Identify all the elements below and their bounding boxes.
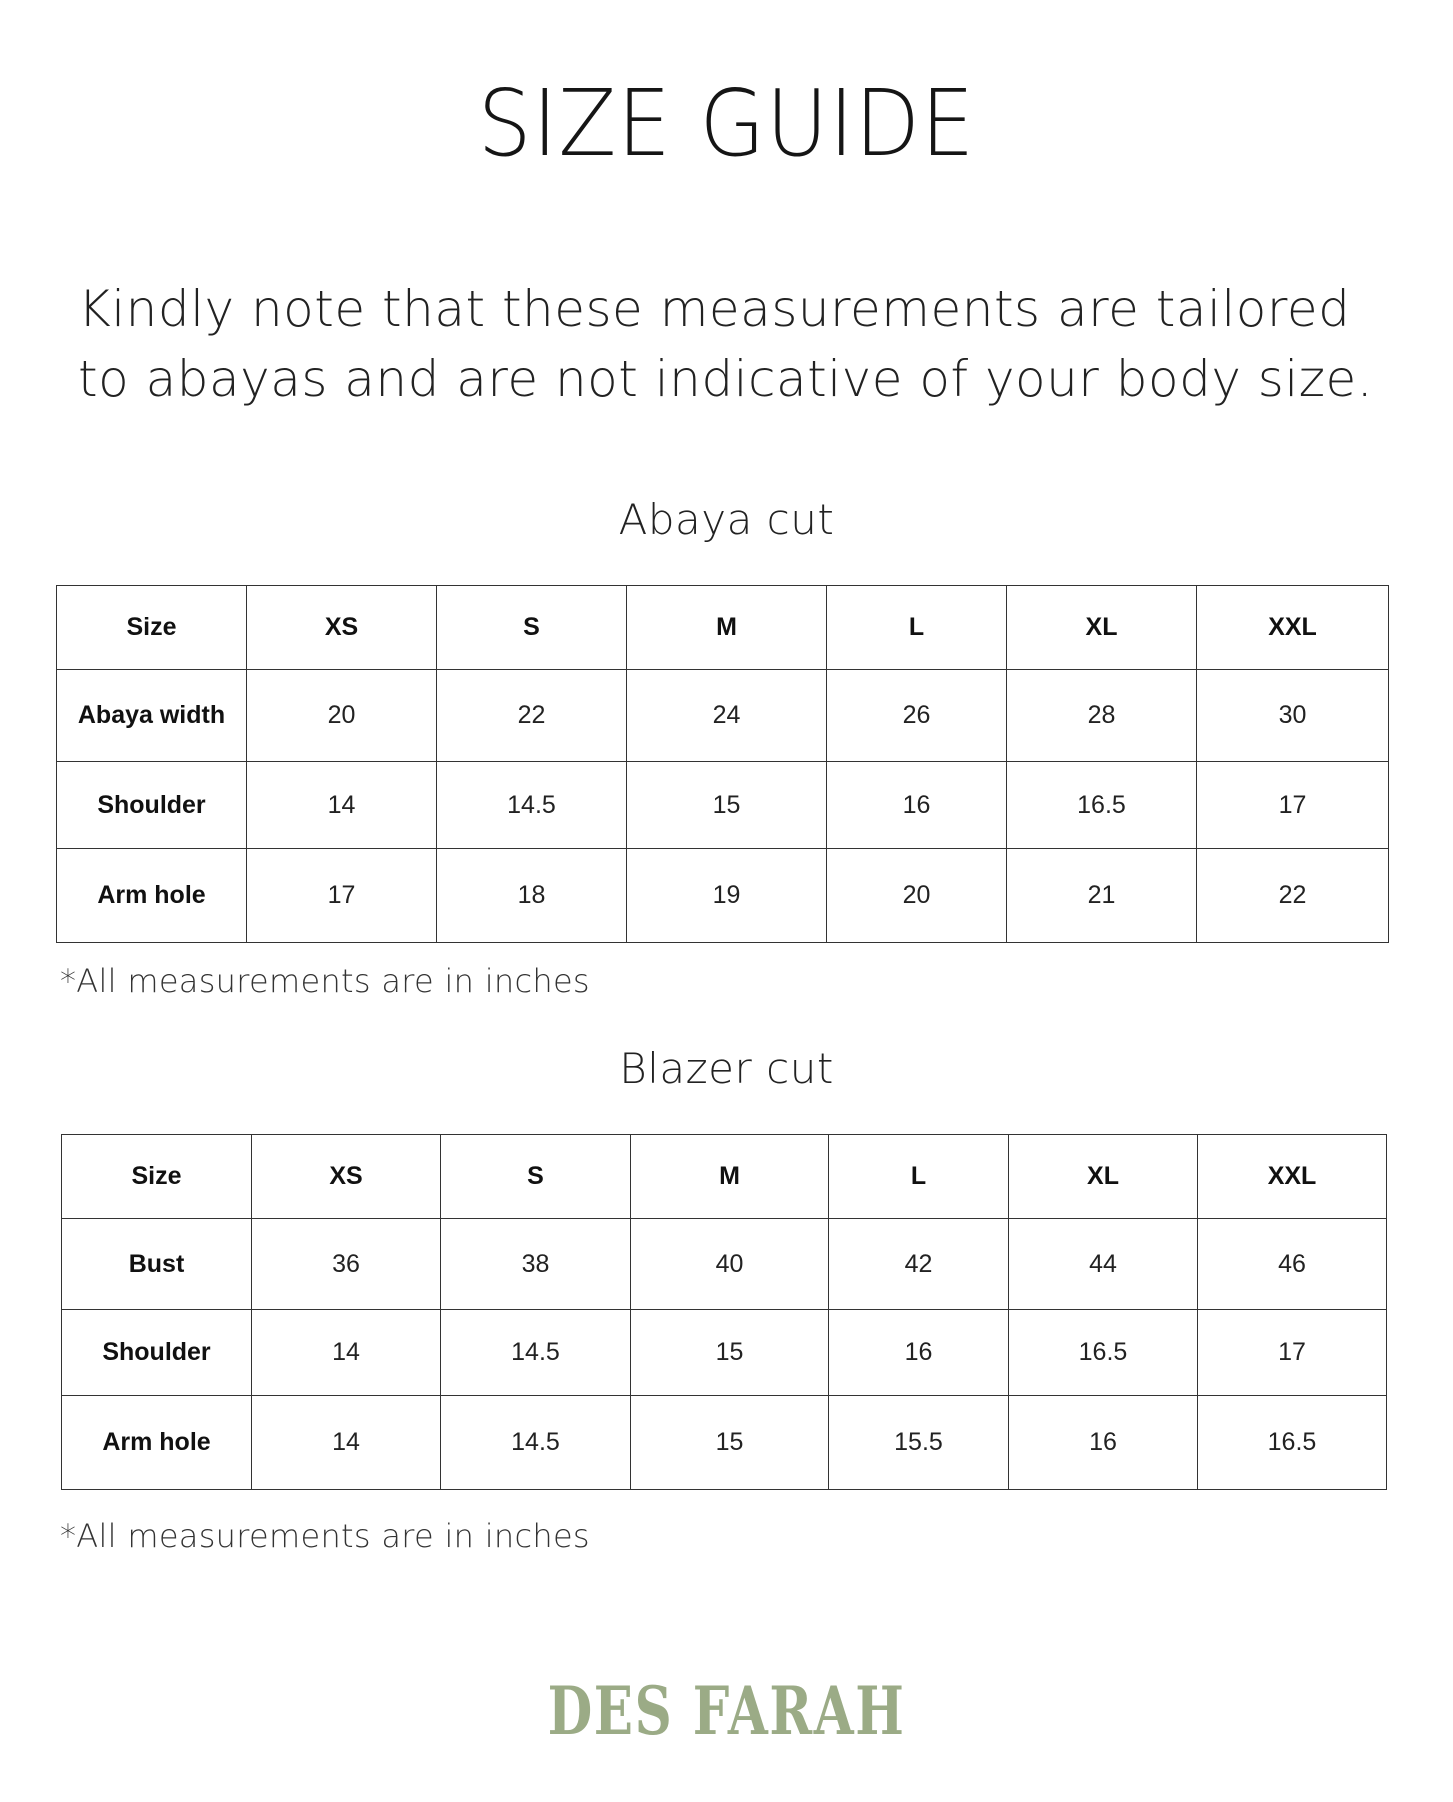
table-row [57,762,1389,849]
row-label: Arm hole [62,1396,252,1490]
table-header-row [57,586,1389,670]
blazer-size-table [61,1134,1387,1490]
table-row [62,1310,1387,1396]
table-cell: 15 [631,1396,829,1490]
header-cell: XL [1009,1135,1198,1219]
table-cell: 16.5 [1007,762,1197,849]
row-label: Shoulder [62,1310,252,1396]
table-cell: 16.5 [1009,1310,1198,1396]
page-title: SIZE GUIDE [477,70,976,177]
table-cell: 42 [829,1219,1009,1310]
header-cell: XS [247,586,437,670]
table-cell: 46 [1198,1219,1387,1310]
row-label: Abaya width [57,670,247,762]
abaya-size-table [56,585,1389,943]
table-cell: 14 [247,762,437,849]
table-cell: 36 [252,1219,441,1310]
table-cell: 15 [627,762,827,849]
table-cell: 44 [1009,1219,1198,1310]
table-cell: 20 [827,849,1007,943]
table-cell: 15.5 [829,1396,1009,1490]
header-cell: L [827,586,1007,670]
disclaimer-line-2: to abayas and are not indicative of your body size. [78,350,1374,408]
table-row [57,670,1389,762]
blazer-cut-heading: Blazer cut [619,1044,834,1093]
table-cell: 14 [252,1310,441,1396]
table-cell: 18 [437,849,627,943]
row-label: Bust [62,1219,252,1310]
table-cell: 26 [827,670,1007,762]
table-row [62,1396,1387,1490]
table-cell: 20 [247,670,437,762]
header-cell: S [441,1135,631,1219]
table-header-row [62,1135,1387,1219]
header-cell: M [631,1135,829,1219]
table-cell: 14 [252,1396,441,1490]
table-cell: 30 [1197,670,1389,762]
row-label: Shoulder [57,762,247,849]
header-cell: S [437,586,627,670]
table-cell: 40 [631,1219,829,1310]
table-cell: 22 [1197,849,1389,943]
table-cell: 17 [247,849,437,943]
table-cell: 17 [1197,762,1389,849]
row-label: Arm hole [57,849,247,943]
header-cell: XXL [1197,586,1389,670]
table-cell: 14.5 [441,1396,631,1490]
header-cell: XS [252,1135,441,1219]
abaya-footnote: *All measurements are in inches [60,962,590,1000]
table-cell: 16 [829,1310,1009,1396]
disclaimer-note [78,274,1398,414]
table-cell: 16.5 [1198,1396,1387,1490]
disclaimer-line-1: Kindly note that these measurements are tailored [78,280,1351,338]
table-cell: 38 [441,1219,631,1310]
header-cell: L [829,1135,1009,1219]
abaya-cut-heading: Abaya cut [618,495,835,544]
table-cell: 15 [631,1310,829,1396]
table-cell: 16 [1009,1396,1198,1490]
header-cell: Size [62,1135,252,1219]
table-row [62,1219,1387,1310]
header-cell: Size [57,586,247,670]
table-cell: 14.5 [441,1310,631,1396]
brand-logo: DES FARAH [547,1672,906,1750]
header-cell: XXL [1198,1135,1387,1219]
table-cell: 21 [1007,849,1197,943]
table-cell: 28 [1007,670,1197,762]
table-cell: 24 [627,670,827,762]
table-cell: 22 [437,670,627,762]
table-cell: 17 [1198,1310,1387,1396]
header-cell: XL [1007,586,1197,670]
table-cell: 14.5 [437,762,627,849]
table-cell: 16 [827,762,1007,849]
table-cell: 19 [627,849,827,943]
header-cell: M [627,586,827,670]
table-row [57,849,1389,943]
blazer-footnote: *All measurements are in inches [60,1517,590,1555]
